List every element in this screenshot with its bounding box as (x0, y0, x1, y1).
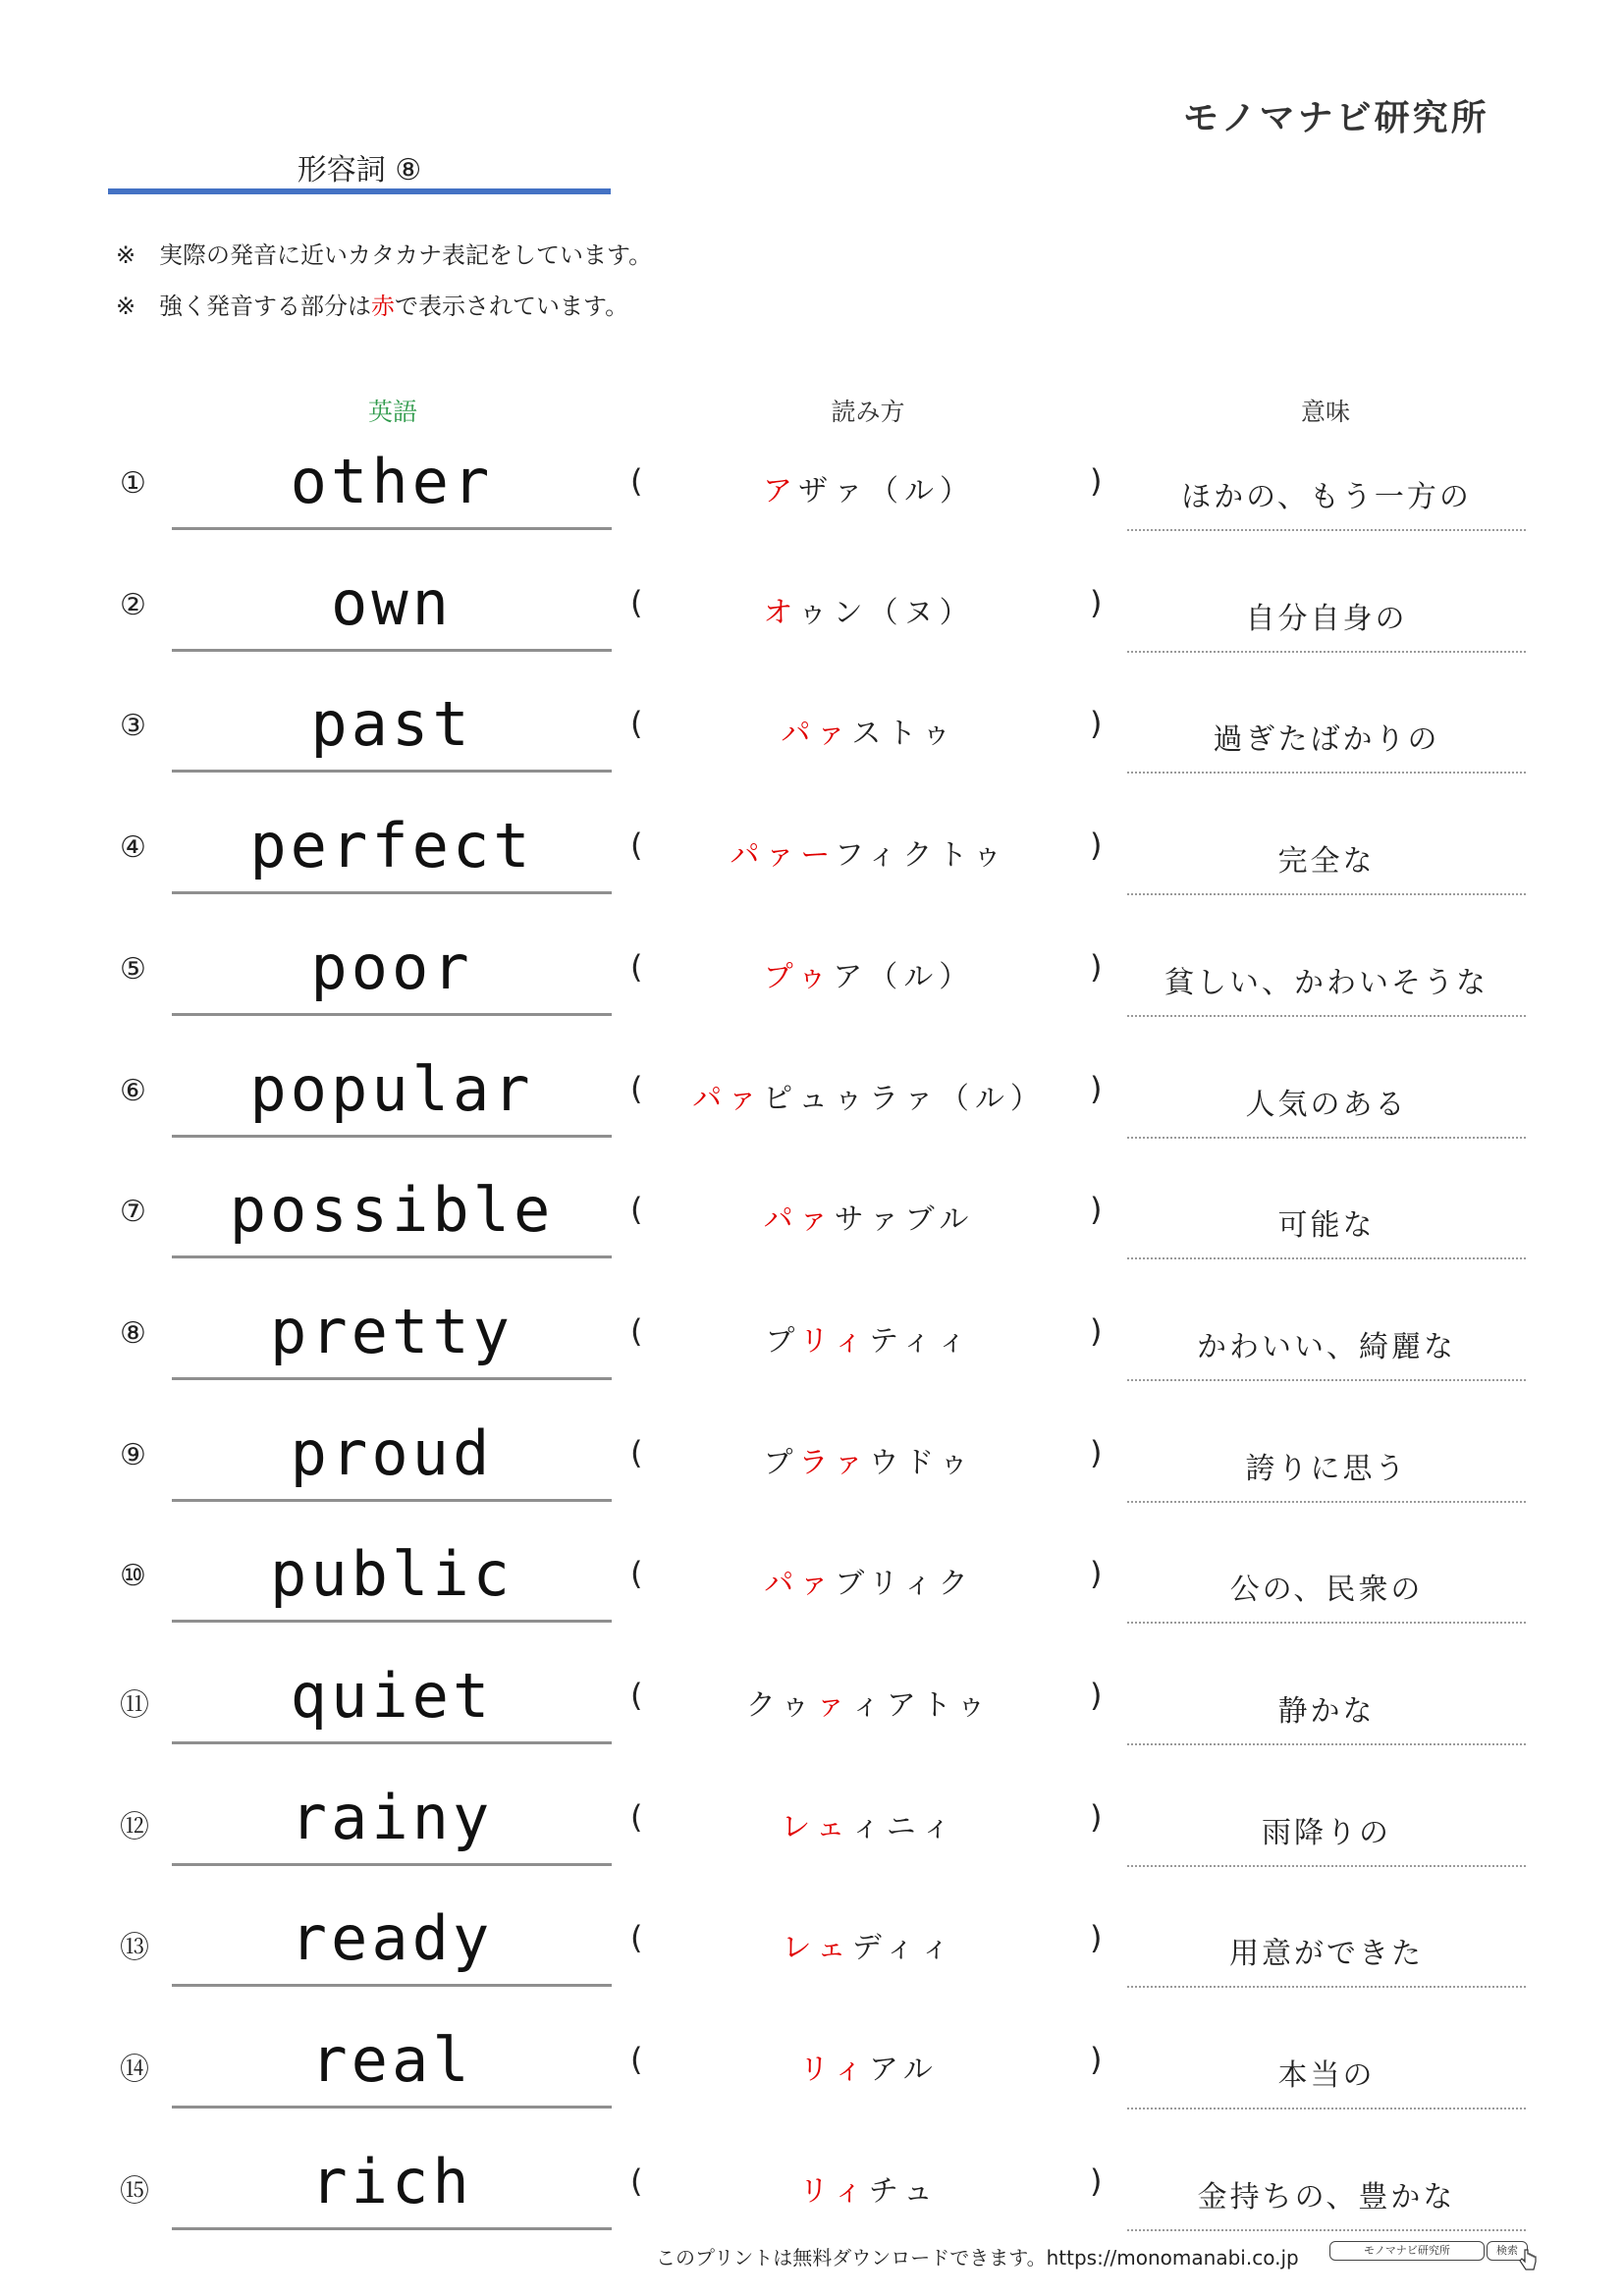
word-row (0, 551, 1624, 672)
meaning-underline (1127, 1622, 1526, 1624)
word-underline (172, 891, 612, 894)
note-text-red: 赤 (371, 293, 395, 320)
reading-rest: ウドゥ (869, 1446, 975, 1480)
paren-close: ) (1090, 827, 1103, 864)
paren-close: ) (1090, 1919, 1103, 1956)
paren-close: ) (1090, 2041, 1103, 2078)
note-text-post: で表示されています。 (395, 293, 629, 320)
paren-close: ) (1090, 1191, 1103, 1228)
meaning-underline (1127, 772, 1526, 774)
note-text-pre: 強く発音する部分は (159, 293, 371, 320)
paren-close: ) (1090, 1434, 1103, 1471)
reading-stressed: パァー (730, 838, 835, 873)
word-underline (172, 1741, 612, 1744)
english-word: ready (290, 1902, 494, 1974)
note-mark: ※ (116, 241, 136, 269)
paren-open: ( (630, 1312, 643, 1350)
meaning-underline (1127, 529, 1526, 531)
japanese-meaning: 本当の (1277, 2058, 1376, 2093)
katakana-reading (668, 2045, 1070, 2088)
japanese-meaning: 金持ちの、豊かな (1197, 2180, 1456, 2215)
paren-open: ( (630, 1677, 643, 1714)
paren-close: ) (1090, 705, 1103, 742)
katakana-reading (668, 2166, 1070, 2210)
row-number: ⑭ (120, 2053, 149, 2087)
meaning-underline (1127, 893, 1526, 895)
search-box-graphic: モノマナビ研究所 (1329, 2241, 1485, 2261)
header-english: 英語 (367, 398, 417, 426)
japanese-meaning: 人気のある (1245, 1088, 1408, 1122)
word-underline (172, 770, 612, 773)
meaning-underline (1127, 2229, 1526, 2231)
paren-open: ( (630, 948, 643, 986)
meaning-underline (1127, 1743, 1526, 1745)
row-number: ⑥ (120, 1074, 146, 1108)
reading-rest: ストゥ (851, 717, 957, 751)
katakana-reading (668, 1802, 1070, 1845)
word-row (0, 1765, 1624, 1887)
paren-open: ( (630, 1798, 643, 1836)
word-row (0, 1037, 1624, 1158)
reading-rest: サァブル (834, 1202, 975, 1237)
reading-rest: ティィ (869, 1324, 973, 1359)
word-underline (172, 527, 612, 530)
japanese-meaning: 貧しい、かわいそうな (1164, 966, 1489, 1000)
paren-close: ) (1090, 1312, 1103, 1350)
english-word: own (331, 567, 453, 639)
meaning-underline (1127, 1986, 1526, 1988)
hand-cursor-icon (1518, 2248, 1538, 2273)
katakana-reading (668, 1195, 1070, 1238)
japanese-meaning: 自分自身の (1245, 602, 1408, 636)
meaning-underline (1127, 1257, 1526, 1259)
word-underline (172, 1255, 612, 1258)
katakana-reading (668, 588, 1070, 631)
reading-stressed: パァ (781, 717, 852, 751)
word-row (0, 1157, 1624, 1279)
reading-rest: ゥン（ヌ） (797, 596, 975, 630)
paren-open: ( (630, 827, 643, 864)
english-word: possible (229, 1174, 555, 1246)
paren-open: ( (630, 2041, 643, 2078)
paren-open: ( (630, 584, 643, 621)
reading-stressed: オ (763, 596, 798, 630)
paren-close: ) (1090, 948, 1103, 986)
japanese-meaning: ほかの、もう一方の (1181, 480, 1472, 514)
row-number: ① (120, 466, 146, 501)
japanese-meaning: 完全な (1277, 844, 1376, 879)
reading-stressed: パァ (763, 1202, 835, 1237)
english-word: rainy (290, 1782, 494, 1853)
reading-stressed: レェ (781, 1810, 851, 1844)
reading-stressed: リィ (799, 2053, 869, 2087)
word-underline (172, 1013, 612, 1016)
reading-stressed: プゥ (763, 960, 834, 994)
paren-open: ( (630, 2163, 643, 2200)
row-number: ⑤ (120, 952, 146, 987)
english-word: pretty (270, 1296, 514, 1367)
paren-open: ( (630, 1434, 643, 1471)
row-number: ⑬ (120, 1931, 149, 1965)
japanese-meaning: 静かな (1277, 1694, 1376, 1729)
row-number: ⑨ (120, 1438, 146, 1472)
english-word: perfect (249, 810, 534, 881)
japanese-meaning: 可能な (1277, 1208, 1376, 1243)
reading-rest: ザァ（ル） (798, 474, 975, 508)
katakana-reading (668, 1438, 1070, 1481)
reading-stressed: レェ (782, 1931, 852, 1965)
japanese-meaning: 用意ができた (1229, 1937, 1424, 1971)
word-row (0, 1522, 1624, 1643)
meaning-underline (1127, 1501, 1526, 1503)
japanese-meaning: 誇りに思う (1245, 1452, 1408, 1486)
katakana-reading (668, 952, 1070, 995)
reading-rest: チュ (868, 2174, 939, 2209)
row-number: ⑧ (120, 1316, 146, 1351)
japanese-meaning: かわいい、綺麗な (1197, 1330, 1456, 1364)
japanese-meaning: 雨降りの (1262, 1816, 1391, 1850)
meaning-underline (1127, 2108, 1526, 2109)
paren-close: ) (1090, 462, 1103, 500)
reading-prefix: クゥ (745, 1688, 816, 1723)
note-katakana (116, 236, 652, 270)
reading-rest: アル (869, 2053, 939, 2087)
word-row (0, 671, 1624, 793)
word-row (0, 1401, 1624, 1522)
title-underline (108, 188, 611, 194)
meaning-underline (1127, 651, 1526, 653)
word-row (0, 429, 1624, 551)
katakana-reading (668, 1559, 1070, 1602)
paren-open: ( (630, 1191, 643, 1228)
reading-rest: ピュゥラァ（ル） (763, 1082, 1046, 1116)
row-number: ⑫ (120, 1810, 149, 1844)
reading-stressed: ァ (815, 1688, 851, 1723)
paren-open: ( (630, 705, 643, 742)
paren-close: ) (1090, 1070, 1103, 1107)
katakana-reading (668, 709, 1070, 752)
katakana-reading (668, 466, 1070, 509)
page-title: 形容詞 ⑧ (297, 153, 422, 187)
english-word: proud (290, 1417, 494, 1489)
reading-stressed: パァ (692, 1082, 764, 1116)
note-text: 実際の発音に近いカタカナ表記をしています。 (159, 241, 653, 269)
row-number: ⑪ (120, 1688, 149, 1723)
reading-rest: ア（ル） (833, 960, 975, 994)
reading-stressed: リィ (799, 2174, 869, 2209)
katakana-reading (668, 1681, 1070, 1724)
brand-logo: モノマナビ研究所 (1183, 98, 1489, 138)
word-row (0, 1279, 1624, 1401)
english-word: public (270, 1538, 514, 1610)
note-stress (116, 287, 628, 321)
meaning-underline (1127, 1865, 1526, 1867)
katakana-reading (668, 830, 1070, 874)
row-number: ⑦ (120, 1195, 146, 1229)
row-number: ③ (120, 709, 146, 743)
header-reading: 読み方 (831, 398, 905, 426)
paren-close: ) (1090, 584, 1103, 621)
paren-open: ( (630, 1070, 643, 1107)
reading-rest: ブリィク (835, 1567, 974, 1601)
reading-rest: ディィ (851, 1931, 956, 1965)
meaning-underline (1127, 1015, 1526, 1017)
reading-stressed: パァ (764, 1567, 836, 1601)
reading-rest: ィニィ (850, 1810, 957, 1844)
word-underline (172, 2227, 612, 2230)
japanese-meaning: 過ぎたばかりの (1213, 722, 1440, 757)
footer-text: このプリントは無料ダウンロードできます。https://monomanabi.co.jp (656, 2246, 1299, 2269)
paren-close: ) (1090, 1677, 1103, 1714)
reading-stressed: ア (763, 474, 798, 508)
word-underline (172, 2106, 612, 2109)
search-button-graphic: 検索 (1487, 2241, 1528, 2261)
word-underline (172, 1984, 612, 1987)
katakana-reading (668, 1316, 1070, 1360)
meaning-underline (1127, 1379, 1526, 1381)
word-row (0, 1886, 1624, 2007)
word-underline (172, 1135, 612, 1138)
word-underline (172, 649, 612, 652)
english-word: past (310, 688, 473, 760)
word-underline (172, 1863, 612, 1866)
japanese-meaning: 公の、民衆の (1229, 1573, 1424, 1607)
word-row (0, 2129, 1624, 2251)
paren-close: ) (1090, 1555, 1103, 1592)
katakana-reading (668, 1074, 1070, 1117)
reading-rest: フィクトゥ (834, 838, 1008, 873)
paren-close: ) (1090, 2163, 1103, 2200)
english-word: rich (310, 2146, 473, 2217)
row-number: ⑩ (120, 1559, 146, 1593)
reading-stressed: リィ (799, 1324, 869, 1359)
english-word: popular (249, 1053, 534, 1125)
word-row (0, 793, 1624, 915)
header-meaning: 意味 (1300, 398, 1350, 426)
paren-open: ( (630, 1555, 643, 1592)
word-row (0, 915, 1624, 1037)
word-underline (172, 1620, 612, 1623)
row-number: ⑮ (120, 2174, 149, 2209)
paren-open: ( (630, 1919, 643, 1956)
word-row (0, 1643, 1624, 1765)
english-word: poor (310, 932, 473, 1003)
meaning-underline (1127, 1137, 1526, 1139)
reading-prefix: プ (763, 1446, 799, 1480)
note-mark: ※ (116, 293, 136, 320)
reading-rest: ィアトゥ (850, 1688, 993, 1723)
paren-close: ) (1090, 1798, 1103, 1836)
english-word: real (310, 2024, 473, 2096)
row-number: ② (120, 588, 146, 622)
paren-open: ( (630, 462, 643, 500)
word-underline (172, 1499, 612, 1502)
word-row (0, 2007, 1624, 2129)
row-number: ④ (120, 830, 146, 865)
english-word: quiet (290, 1660, 494, 1732)
word-underline (172, 1377, 612, 1380)
katakana-reading (668, 1923, 1070, 1966)
reading-prefix: プ (765, 1324, 800, 1359)
reading-stressed: ラァ (798, 1446, 870, 1480)
english-word: other (290, 446, 494, 517)
